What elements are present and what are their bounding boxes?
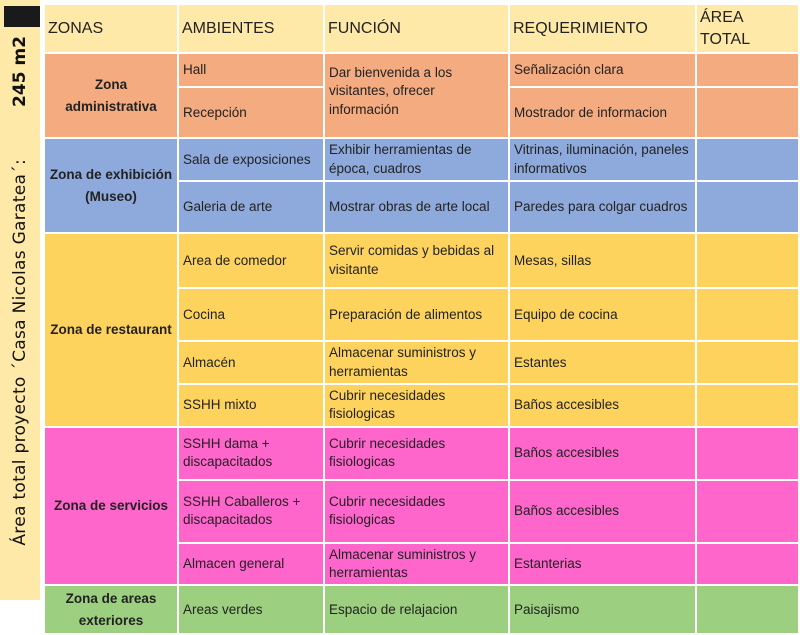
zone-exhibicion — [44, 138, 178, 233]
header-zonas: ZONAS — [44, 4, 178, 53]
zone-servicios: Zona de servicios — [44, 427, 178, 585]
area-cell — [696, 53, 799, 87]
ambiente-cell: Area de comedor — [178, 233, 324, 288]
header-requerimiento: REQUERIMIENTO — [509, 4, 696, 53]
requerimiento-cell: Mostrador de informacion — [509, 87, 696, 138]
table-row — [44, 138, 799, 181]
ambiente-cell: Sala de exposiciones — [178, 138, 324, 181]
header-ambientes: AMBIENTES — [178, 4, 324, 53]
ambiente-cell: Areas verdes — [178, 585, 324, 634]
area-cell — [696, 384, 799, 426]
requerimiento-cell: Mesas, sillas — [509, 233, 696, 288]
funcion-cell: Almacenar suministros y herramientas — [324, 341, 509, 384]
requerimiento-cell: Señalización clara — [509, 53, 696, 87]
funcion-cell: Mostrar obras de arte local — [324, 181, 509, 233]
funcion-cell: Almacenar suministros y herramientas — [324, 543, 509, 585]
table-row — [44, 585, 799, 634]
area-cell — [696, 341, 799, 384]
area-cell — [696, 233, 799, 288]
requerimiento-cell: Baños accesibles — [509, 427, 696, 480]
area-cell — [696, 87, 799, 138]
header-row — [44, 4, 799, 53]
funcion-cell: Espacio de relajacion — [324, 585, 509, 634]
funcion-cell: Cubrir necesidades fisiologicas — [324, 384, 509, 426]
table-row — [44, 53, 799, 87]
corner-block — [4, 6, 40, 27]
project-total-area: 245 m2 — [10, 36, 30, 107]
zone-exhibicion-sub: (Museo) — [85, 188, 137, 204]
requerimiento-cell: Estanterias — [509, 543, 696, 585]
requerimiento-cell: Vitrinas, iluminación, paneles informativos — [509, 138, 696, 181]
area-cell — [696, 543, 799, 585]
requerimiento-cell: Paredes para colgar cuadros — [509, 181, 696, 233]
table-row — [44, 233, 799, 288]
zone-exteriores: Zona de areas exteriores — [44, 585, 178, 634]
area-cell — [696, 181, 799, 233]
zones-table — [43, 3, 800, 635]
table-row — [44, 427, 799, 480]
ambiente-cell: SSHH Caballeros + discapacitados — [178, 480, 324, 543]
funcion-cell: Exhibir herramientas de época, cuadros — [324, 138, 509, 181]
funcion-cell: Cubrir necesidades fisiologicas — [324, 480, 509, 543]
requerimiento-cell: Baños accesibles — [509, 384, 696, 426]
header-area-total: ÁREA TOTAL — [696, 4, 799, 53]
zone-administrativa: Zona administrativa — [44, 53, 178, 138]
ambiente-cell: SSHH dama + discapacitados — [178, 427, 324, 480]
area-cell — [696, 480, 799, 543]
requerimiento-cell: Paisajismo — [509, 585, 696, 634]
ambiente-cell: Galeria de arte — [178, 181, 324, 233]
ambiente-cell: Cocina — [178, 288, 324, 341]
ambiente-cell: Almacén — [178, 341, 324, 384]
zone-exhibicion-label: Zona de exhibición — [49, 167, 173, 183]
area-cell — [696, 427, 799, 480]
requerimiento-cell: Equipo de cocina — [509, 288, 696, 341]
header-funcion: FUNCIÓN — [324, 4, 509, 53]
area-cell — [696, 585, 799, 634]
zone-restaurant: Zona de restaurant — [44, 233, 178, 426]
ambiente-cell: Almacen general — [178, 543, 324, 585]
project-area-label — [0, 32, 40, 592]
ambiente-cell: SSHH mixto — [178, 384, 324, 426]
ambiente-cell: Hall — [178, 53, 324, 87]
project-title: Área total proyecto ´Casa Nicolas Garatea´: — [10, 158, 30, 546]
requerimiento-cell: Baños accesibles — [509, 480, 696, 543]
funcion-cell: Cubrir necesidades fisiologicas — [324, 427, 509, 480]
funcion-cell: Servir comidas y bebidas al visitante — [324, 233, 509, 288]
funcion-cell: Preparación de alimentos — [324, 288, 509, 341]
requerimiento-cell: Estantes — [509, 341, 696, 384]
area-cell — [696, 288, 799, 341]
ambiente-cell: Recepción — [178, 87, 324, 138]
area-cell — [696, 138, 799, 181]
funcion-cell: Dar bienvenida a los visitantes, ofrecer información — [324, 53, 509, 138]
